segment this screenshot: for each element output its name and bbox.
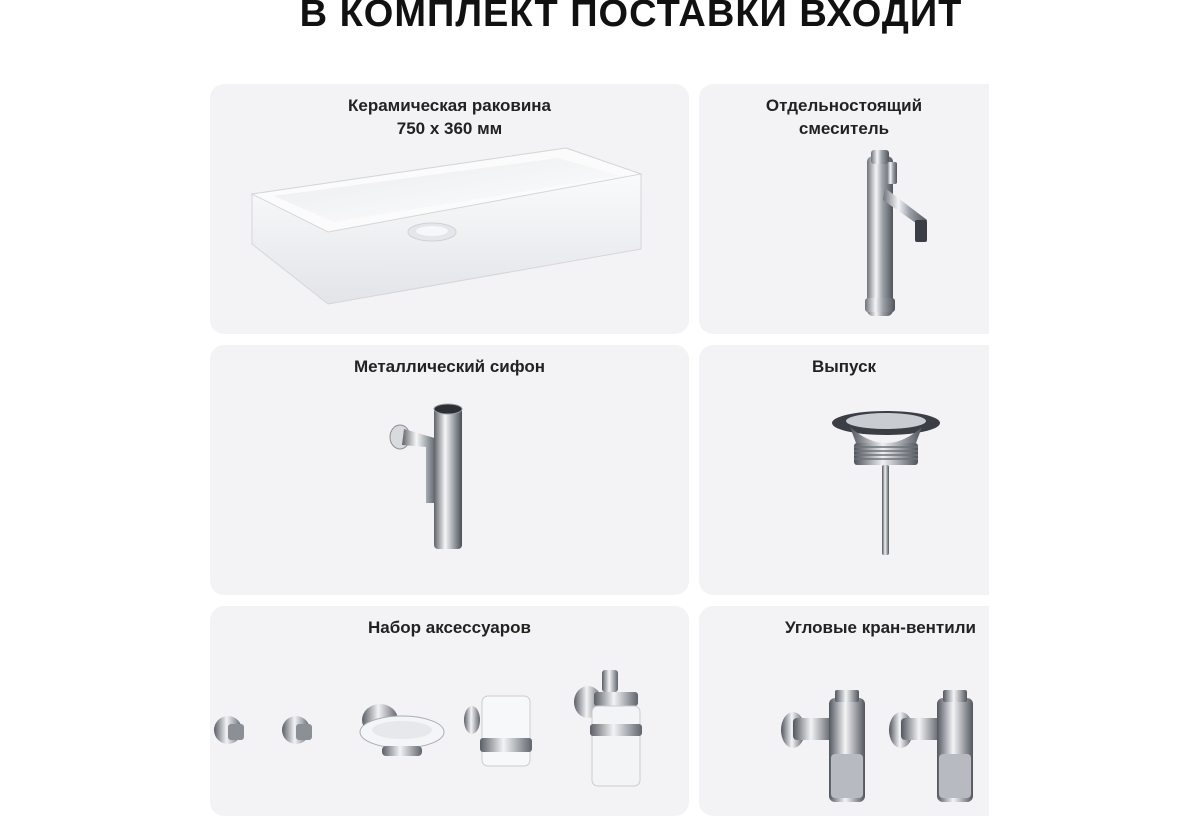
card-title-line2: 750 х 360 мм (396, 119, 503, 138)
angle-valves-icon (779, 690, 989, 806)
card-title-line1: Металлический сифон (353, 357, 546, 376)
page-title: В КОМПЛЕКТ ПОСТАВКИ ВХОДИТ (299, 0, 963, 35)
card-title-line1: Керамическая раковина (348, 96, 551, 115)
card-title-line1: Выпуск (811, 357, 877, 376)
siphon-icon (386, 403, 476, 553)
card-title (210, 616, 689, 639)
card-title-line1: Отдельностоящий (765, 96, 923, 115)
card-drain (699, 345, 989, 595)
card-title (699, 94, 989, 140)
card-title (210, 94, 689, 140)
drain-icon (830, 409, 942, 559)
card-ceramic-sink (210, 84, 689, 334)
card-title-line1: Угловые кран-вентили (785, 618, 976, 637)
card-faucet (699, 84, 989, 334)
faucet-icon (857, 148, 937, 318)
card-title (785, 616, 989, 639)
card-title (210, 355, 689, 378)
sink-icon (246, 144, 646, 314)
card-title-line2: смеситель (798, 119, 890, 138)
card-title (699, 355, 989, 378)
card-angle-valves (699, 606, 989, 816)
accessories-icon (210, 666, 680, 796)
card-accessories (210, 606, 689, 816)
card-metal-siphon (210, 345, 689, 595)
card-title-line1: Набор аксессуаров (368, 618, 531, 637)
